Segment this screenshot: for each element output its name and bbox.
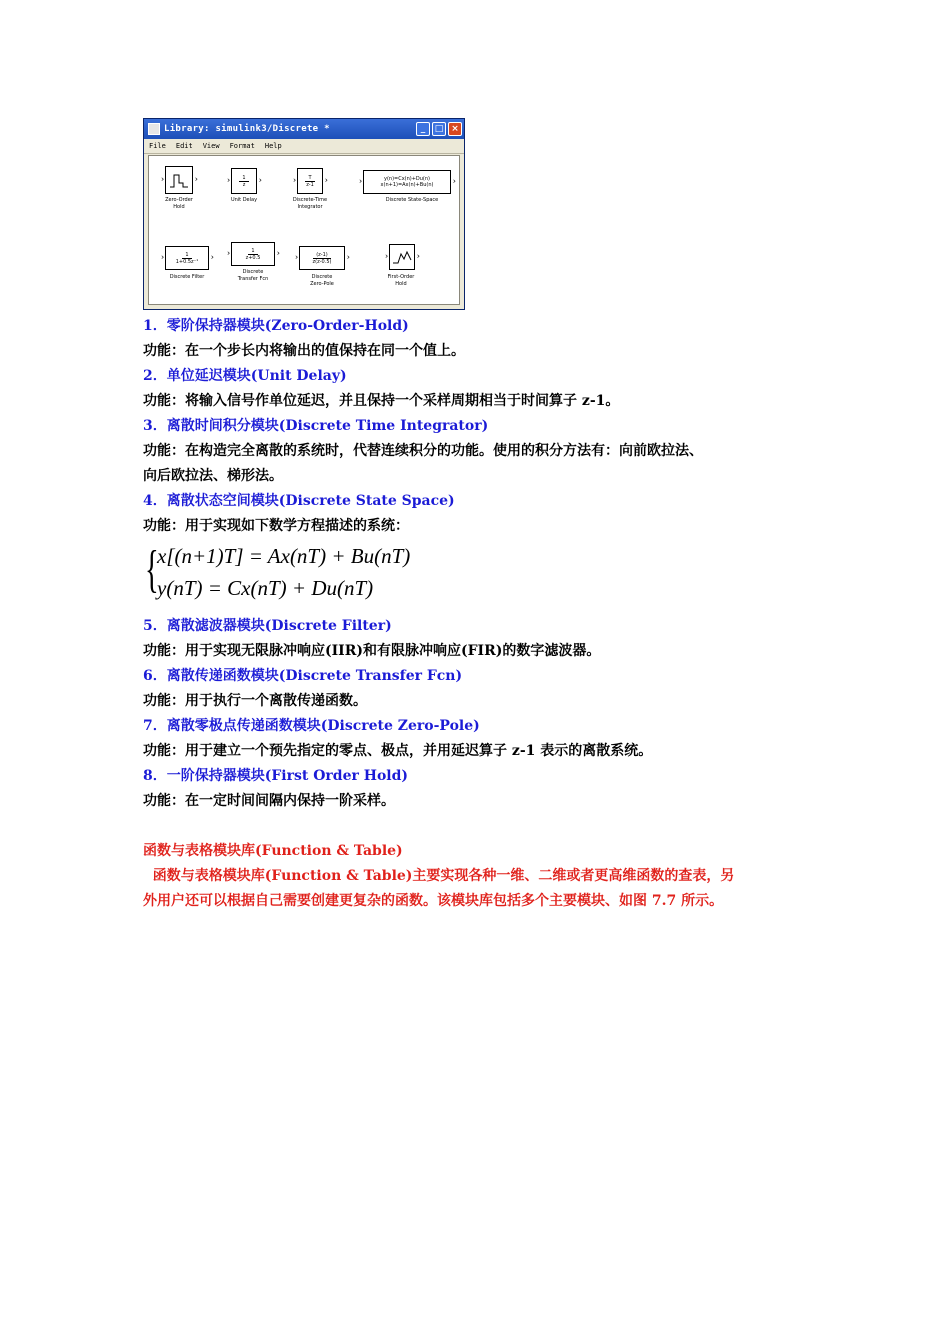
filter-den: 1+0.5z⁻¹ — [175, 258, 199, 265]
integrator-den: z-1 — [306, 181, 314, 188]
block-label-foh: First-Order Hold — [387, 274, 415, 287]
first-order-hold-block[interactable] — [389, 244, 415, 270]
discrete-zero-pole-block[interactable] — [299, 246, 345, 270]
block-label-unit-delay: Unit Delay — [230, 197, 258, 203]
state-space-equations — [143, 540, 443, 606]
menu-bar — [144, 139, 464, 154]
zoh-step-icon — [168, 171, 190, 189]
desc-discrete-transfer-fcn: 功能：用于执行一个离散传递函数。 — [143, 693, 367, 709]
unit-delay-den: z — [242, 181, 246, 188]
simulink-library-window — [143, 118, 465, 310]
heading-zero-order-hold: 1．零阶保持器模块(Zero-Order-Hold) — [143, 318, 409, 334]
filter-num: › 1 — [182, 252, 191, 259]
heading-unit-delay: 2．单位延迟模块(Unit Delay) — [143, 368, 347, 384]
equation-output: y(nT) = Cx(nT) + Du(nT) — [157, 576, 374, 600]
window-title: Library: simulink3/Discrete * — [164, 124, 330, 134]
block-label-filter: Discrete Filter — [169, 274, 205, 280]
desc-unit-delay: 功能：将输入信号作单位延迟，并且保持一个采样周期相当于时间算子 z-1。 — [143, 393, 620, 409]
block-label-transfer-fcn: Discrete Transfer Fcn — [237, 269, 269, 282]
state-space-eq1: › y(n)=Cx(n)+Du(n) — [383, 176, 431, 182]
discrete-time-integrator-block[interactable] — [297, 168, 323, 194]
zp-den: z(z-0.5) — [312, 258, 332, 265]
heading-discrete-time-integrator: 3．离散时间积分模块(Discrete Time Integrator) — [143, 418, 489, 434]
heading-discrete-filter: 5．离散滤波器模块(Discrete Filter) — [143, 618, 392, 634]
equation-state: x[(n+1)T] = Ax(nT) + Bu(nT) — [157, 544, 411, 568]
tf-num: › 1 — [248, 248, 257, 255]
desc-zero-order-hold: 功能：在一个步长内将输出的值保持在同一个值上。 — [143, 343, 465, 359]
foh-ramp-icon — [391, 248, 413, 266]
discrete-state-space-block[interactable] — [363, 170, 451, 194]
desc-discrete-filter: 功能：用于实现无限脉冲响应(IIR)和有限脉冲响应(FIR)的数字滤波器。 — [143, 643, 601, 659]
heading-discrete-zero-pole: 7．离散零极点传递函数模块(Discrete Zero-Pole) — [143, 718, 480, 734]
desc-discrete-time-integrator-cont: 向后欧拉法、梯形法。 — [143, 468, 283, 484]
menu-file[interactable]: File — [149, 142, 166, 150]
state-space-eq2: x(n+1)=Ax(n)+Bu(n) — [380, 182, 434, 188]
body-function-table-2: 外用户还可以根据自己需要创建更复杂的函数。该模块库包括多个主要模块、如图 7.7 所示。 — [143, 893, 724, 909]
menu-help[interactable]: Help — [264, 142, 282, 150]
block-label-zoh: Zero-Order Hold — [165, 197, 193, 210]
minimize-button[interactable]: _ — [416, 122, 430, 136]
heading-discrete-transfer-fcn: 6．离散传递函数模块(Discrete Transfer Fcn) — [143, 668, 463, 684]
integrator-num: › T — [305, 175, 314, 182]
discrete-transfer-fcn-block[interactable] — [231, 242, 275, 266]
heading-first-order-hold: 8．一阶保持器模块(First Order Hold) — [143, 768, 409, 784]
zero-order-hold-block[interactable] — [165, 166, 193, 194]
discrete-filter-block[interactable] — [165, 246, 209, 270]
desc-discrete-state-space: 功能：用于实现如下数学方程描述的系统： — [143, 518, 409, 534]
desc-discrete-time-integrator: 功能：在构造完全离散的系统时，代替连续积分的功能。使用的积分方法有：向前欧拉法、 — [143, 443, 703, 459]
library-canvas — [148, 155, 460, 305]
tf-den: z+0.5 — [245, 254, 261, 261]
menu-view[interactable]: View — [202, 142, 220, 150]
maximize-button[interactable]: □ — [432, 122, 446, 136]
desc-discrete-zero-pole: 功能：用于建立一个预先指定的零点、极点，并用延迟算子 z-1 表示的离散系统。 — [143, 743, 653, 759]
heading-discrete-state-space: 4．离散状态空间模块(Discrete State Space) — [143, 493, 455, 509]
block-label-integrator: Discrete-Time Integrator — [292, 197, 328, 210]
zp-num: › (z-1) — [313, 252, 331, 259]
block-label-zero-pole: Discrete Zero-Pole — [310, 274, 334, 287]
menu-format[interactable]: Format — [229, 142, 255, 150]
body-function-table-1: 函数与表格模块库(Function & Table)主要实现各种一维、二维或者更高维函数的查表，另 — [143, 868, 735, 884]
unit-delay-block[interactable] — [231, 168, 257, 194]
unit-delay-num: › 1 — [239, 175, 248, 182]
block-label-state-space: Discrete State-Space — [385, 197, 439, 203]
desc-first-order-hold: 功能：在一定时间间隔内保持一阶采样。 — [143, 793, 395, 809]
close-button[interactable]: × — [448, 122, 462, 136]
heading-function-table: 函数与表格模块库(Function & Table) — [143, 843, 403, 859]
window-titlebar[interactable] — [144, 119, 464, 139]
app-icon — [148, 123, 160, 135]
menu-edit[interactable]: Edit — [175, 142, 193, 150]
brace-symbol: { — [145, 541, 159, 598]
